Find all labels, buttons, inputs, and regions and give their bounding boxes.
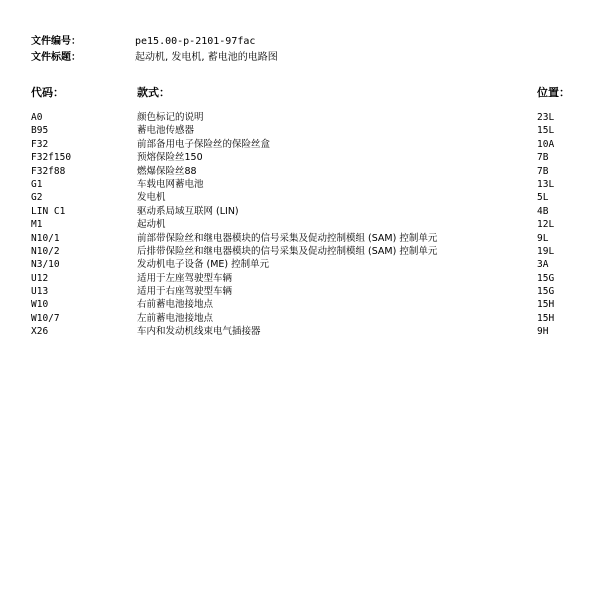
row-position: 15H <box>537 312 555 324</box>
table-header <box>31 86 576 100</box>
table-row <box>31 111 576 124</box>
position-column-header: 位置： <box>537 86 570 99</box>
table-row <box>31 165 576 178</box>
row-description: 前部备用电子保险丝的保险丝盒 <box>137 138 271 150</box>
table-row <box>31 151 576 164</box>
row-position: 7B <box>537 152 549 164</box>
row-description: 预熔保险丝150 <box>137 152 203 164</box>
row-description: 起动机 <box>137 219 166 231</box>
row-description: 车载电网蓄电池 <box>137 178 204 190</box>
row-code: A0 <box>31 112 43 123</box>
row-position: 15H <box>537 299 555 311</box>
table-row <box>31 312 576 325</box>
row-description: 右前蓄电池接地点 <box>137 299 214 311</box>
table-row <box>31 124 576 137</box>
row-position: 15G <box>537 272 555 284</box>
row-position: 15L <box>537 125 555 137</box>
row-description: 适用于左座驾驶型车辆 <box>137 272 233 284</box>
component-table <box>31 111 576 339</box>
row-code: M1 <box>31 219 43 231</box>
row-description: 左前蓄电池接地点 <box>137 312 214 324</box>
row-position: 9L <box>537 232 549 244</box>
row-position: 3A <box>537 259 549 271</box>
row-position: 5L <box>537 192 549 204</box>
table-row <box>31 232 576 245</box>
code-column-header: 代码： <box>31 86 64 99</box>
row-description: 发电机 <box>137 192 166 204</box>
row-code: U13 <box>31 286 49 298</box>
file-number-label: 文件编号： <box>31 36 81 47</box>
row-position: 19L <box>537 245 555 257</box>
row-description: 颜色标记的说明 <box>137 112 204 123</box>
row-code: X26 <box>31 326 49 338</box>
row-code: N10/2 <box>31 245 60 257</box>
row-code: W10/7 <box>31 312 60 324</box>
row-description: 燃爆保险丝88 <box>137 165 197 177</box>
row-description: 蓄电池传感器 <box>137 125 195 137</box>
row-code: W10 <box>31 299 49 311</box>
row-position: 15G <box>537 286 555 298</box>
file-title-value: 起动机, 发电机, 蓄电池的电路图 <box>135 52 278 63</box>
file-title-label: 文件标题： <box>31 52 81 63</box>
row-position: 10A <box>537 138 555 150</box>
row-code: U12 <box>31 272 49 284</box>
row-code: N10/1 <box>31 232 60 244</box>
row-code: G2 <box>31 192 43 204</box>
row-code: LIN C1 <box>31 205 66 217</box>
row-code: N3/10 <box>31 259 60 271</box>
table-row <box>31 178 576 191</box>
file-number-value: pe15.00-p-2101-97fac <box>135 36 256 47</box>
row-code: F32f88 <box>31 165 66 177</box>
row-code: F32 <box>31 138 49 150</box>
row-code: F32f150 <box>31 152 72 164</box>
row-description: 驱动系局域互联网 (LIN) <box>137 205 239 217</box>
row-description: 车内和发动机线束电气插接器 <box>137 326 261 338</box>
row-code: B95 <box>31 125 49 137</box>
row-position: 9H <box>537 326 549 338</box>
table-row <box>31 138 576 151</box>
row-position: 4B <box>537 205 549 217</box>
table-row <box>31 285 576 298</box>
table-row <box>31 218 576 231</box>
table-row <box>31 258 576 271</box>
row-description: 发动机电子设备 (ME) 控制单元 <box>137 259 270 271</box>
row-description: 前部带保险丝和继电器模块的信号采集及促动控制模组 (SAM) 控制单元 <box>137 232 438 244</box>
description-column-header: 款式： <box>137 86 170 99</box>
table-row <box>31 205 576 218</box>
row-code: G1 <box>31 178 43 190</box>
row-position: 23L <box>537 112 555 123</box>
table-row <box>31 272 576 285</box>
row-description: 后排带保险丝和继电器模块的信号采集及促动控制模组 (SAM) 控制单元 <box>137 245 438 257</box>
table-row <box>31 298 576 311</box>
table-row <box>31 245 576 258</box>
table-row <box>31 325 576 338</box>
row-description: 适用于右座驾驶型车辆 <box>137 286 233 298</box>
table-row <box>31 191 576 204</box>
row-position: 12L <box>537 219 555 231</box>
row-position: 7B <box>537 165 549 177</box>
row-position: 13L <box>537 178 555 190</box>
